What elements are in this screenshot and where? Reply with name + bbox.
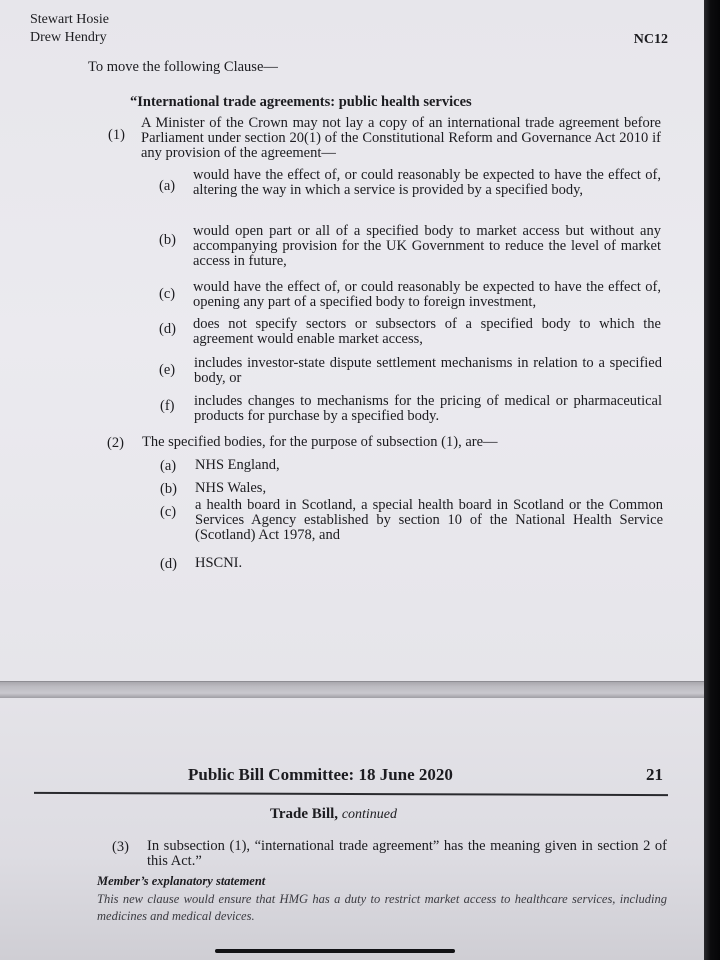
item-number: (d): [159, 321, 176, 337]
device-bezel: [704, 0, 720, 960]
list-item-text: NHS England,: [195, 457, 280, 473]
explanatory-heading: Member’s explanatory statement: [97, 874, 266, 888]
list-item-text: would have the effect of, or could reasonably be expected to have the effect of, altering the way in which a service is provided by a specified body,: [193, 167, 661, 198]
item-number: (b): [160, 481, 177, 497]
running-head: [270, 806, 397, 823]
list-item-text: HSCNI.: [195, 555, 243, 571]
list-item-text: includes investor-state dispute settlement mechanisms in relation to a specified body, or: [194, 355, 662, 386]
list-item-text: would have the effect of, or could reasonably be expected to have the effect of, opening any part of a specified body to foreign investment,: [193, 279, 661, 310]
running-head-title: Trade Bill,: [270, 806, 339, 822]
subsection-2-number: (2): [107, 435, 124, 451]
page-header-title: Public Bill Committee: 18 June 2020: [188, 765, 453, 784]
clause-intro: To move the following Clause—: [88, 59, 278, 75]
clause-title: “International trade agreements: public health services: [130, 94, 472, 110]
list-item-text: includes changes to mechanisms for the pricing of medical or pharmaceutical products for purchase by a specified body.: [194, 393, 662, 424]
home-indicator-bar[interactable]: [215, 949, 455, 953]
item-number: (c): [160, 504, 177, 520]
subsection-1-number: (1): [108, 127, 125, 143]
item-number: (a): [159, 178, 176, 194]
list-item-text: does not specify sectors or subsectors of a specified body to which the agreement would enable market access,: [193, 316, 661, 347]
amendment-id: NC12: [633, 32, 668, 47]
subsection-2-text: The specified bodies, for the purpose of subsection (1), are—: [142, 434, 498, 450]
page-number: 21: [646, 765, 663, 784]
subsection-1-text: A Minister of the Crown may not lay a copy of an international trade agreement before Parliament under section 20(1) of the Constitutional Reform and Governance Act 2010 if any provision of the agreement—: [141, 115, 661, 161]
explanatory-text: This new clause would ensure that HMG has a duty to restrict market access to healthcare services, including medicines and medical devices.: [97, 892, 667, 923]
page-separator: [0, 681, 706, 699]
item-number: (c): [159, 286, 176, 302]
item-number: (b): [159, 232, 176, 248]
subsection-3-text: In subsection (1), “international trade agreement” has the meaning given in section 2 of this Act.”: [147, 838, 667, 869]
running-head-suffix: continued: [341, 807, 398, 822]
sponsor-name: Stewart Hosie: [30, 12, 109, 27]
item-number: (f): [160, 398, 175, 414]
list-item-text: a health board in Scotland, a special health board in Scotland or the Common Services Agency established by section 10 of the National Health Service (Scotland) Act 1978, and: [195, 497, 663, 543]
item-number: (a): [160, 458, 177, 474]
subsection-3-number: (3): [112, 839, 129, 855]
list-item-text: NHS Wales,: [195, 480, 267, 496]
item-number: (e): [159, 362, 176, 378]
item-number: (d): [160, 556, 177, 572]
list-item-text: would open part or all of a specified body to market access but without any accompanying provision for the UK Government to reduce the level of market access in future,: [193, 223, 661, 269]
sponsor-name: Drew Hendry: [30, 30, 107, 45]
